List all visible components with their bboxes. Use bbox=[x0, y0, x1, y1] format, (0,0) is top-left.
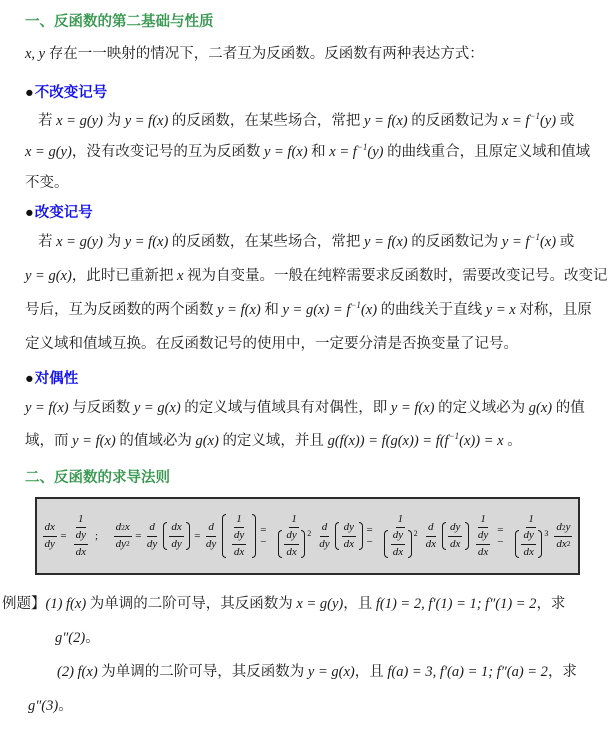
text-line: 不变。 bbox=[25, 175, 69, 191]
bullet-icon: ● bbox=[25, 205, 34, 221]
text-line: y = g(x)，此时已重新把 x 视为自变量。一般在纯粹需要求反函数时，需要改变记号。改变记 bbox=[25, 268, 608, 284]
paren-group bbox=[221, 513, 257, 559]
fraction: 1 dy dx 2 bbox=[274, 513, 314, 559]
fraction: d dy bbox=[319, 521, 330, 550]
fraction: $\frac{dx}{dy}$ bbox=[44, 521, 55, 550]
fraction: $\frac{d}{dy}$ bbox=[205, 521, 217, 550]
paren-group bbox=[334, 521, 363, 550]
paren-group bbox=[162, 521, 191, 550]
text-line: 若 x = g(y) 为 y = f(x) 的反函数，在某些场合，常把 y = f(x) 的反函数记为 $y = f^{-1}(x)$ 或 bbox=[38, 232, 575, 250]
fraction: 1 dy dx bbox=[477, 513, 489, 558]
fraction: dy dx bbox=[75, 529, 86, 558]
paragraph-change-notation bbox=[25, 225, 608, 361]
section2-heading: 二、反函数的求导法则 bbox=[25, 470, 170, 486]
text-line: x = g(y)，没有改变记号的互为反函数 y = f(x) 和 $x = f^{-1}(y)$ 的曲线重合，且原定义域和值域 bbox=[25, 142, 591, 160]
subheading-keep-notation bbox=[25, 83, 588, 104]
fraction: dy dx bbox=[477, 529, 489, 558]
paren-group: dy dx 2 bbox=[277, 529, 311, 558]
text-line: g″(3)。 bbox=[28, 698, 73, 714]
text-line: y = f(x) 与反函数 y = g(x) 的定义域与值域具有对偶性，即 y = f(x) 的定义域必为 g(x) 的值 bbox=[25, 400, 585, 416]
fraction: dx dy bbox=[171, 521, 182, 550]
bullet-icon: ● bbox=[25, 371, 34, 387]
paren-group bbox=[441, 521, 470, 550]
text-line: x, y 存在一一映射的情况下，二者互为反函数。反函数有两种表达方式： bbox=[25, 46, 484, 62]
subheading-duality bbox=[25, 369, 588, 390]
fraction: $\frac{d}{dy}$ bbox=[146, 521, 158, 550]
fraction: dy dx bbox=[392, 529, 404, 558]
fraction: dy dx bbox=[450, 521, 461, 550]
fraction: d 2 x dy 2 bbox=[115, 521, 130, 550]
fraction: dy dx bbox=[233, 529, 245, 558]
fraction: d 2 y dx 2 bbox=[556, 521, 571, 550]
text-line: (2) f(x) 为单调的二阶可导，其反函数为 y = g(x)，且 f(a) = 3, f′(a) = 1; f″(a) = 2，求 bbox=[57, 664, 577, 680]
paragraph-duality bbox=[25, 392, 588, 458]
text-line: 例题】(1) f(x) 为单调的二阶可导，其反函数为 x = g(y)，且 f(1) = 2, f′(1) = 1; f″(1) = 2，求 bbox=[2, 596, 566, 612]
section1-heading: 一、反函数的第二基础与性质 bbox=[25, 14, 214, 30]
subheading-change-notation-label: 改变记号 bbox=[34, 205, 93, 221]
text-line: 域，而 y = f(x) 的值域必为 g(x) 的定义域，并且 $g(f(x)) = f(g(x)) = f(f^{-1}(x)) = x$ 。 bbox=[25, 431, 522, 449]
paren-group: dy dx 2 bbox=[383, 529, 417, 558]
text-line: 定义域和值域互换。在反函数记号的使用中，一定要分清是否换变量了记号。 bbox=[25, 336, 518, 352]
bullet-icon: ● bbox=[25, 85, 34, 101]
text-line: 若 x = g(y) 为 y = f(x) 的反函数，在某些场合，常把 y = f(x) 的反函数记为 $x = f^{-1}(y)$ 或 bbox=[38, 111, 575, 129]
fraction: 1 dy dx bbox=[233, 513, 245, 558]
subheading-duality-label: 对偶性 bbox=[34, 371, 79, 387]
example-problems bbox=[2, 587, 588, 723]
intro-paragraph bbox=[25, 41, 588, 67]
fraction: 1 dy dx 2 bbox=[380, 513, 420, 559]
fraction: 1 dy dx 3 bbox=[511, 513, 551, 559]
derivative-formula-box bbox=[35, 497, 580, 575]
fraction: 1 dy dx bbox=[75, 513, 86, 558]
paragraph-keep-notation bbox=[25, 106, 591, 199]
text-line: 号后，互为反函数的两个函数 y = f(x) 和 $y = g(x) = f^{-1}(x)$ 的曲线关于直线 y = x 对称，且原 bbox=[25, 300, 592, 318]
fraction: d dx bbox=[425, 521, 436, 550]
fraction: dy dx bbox=[523, 529, 534, 558]
derivative-formula: $\frac{dx}{dy}$ = 1 dy dx ; d 2 x dy 2 = $\frac{d}{dy}$ dx dy = $\frac{d}{dy}$ 1 dy dx = − 1 dy dx 2 d dy dy dx = − 1 dy dx 2 d dx dy dx 1 dy dx = − 1 dy dx 3 d 2 y dx 2 bbox=[44, 513, 571, 558]
paren-group: dy dx 3 bbox=[514, 529, 548, 558]
subheading-change-notation bbox=[25, 203, 588, 224]
fraction: dy dx bbox=[343, 521, 355, 550]
subheading-keep-notation-label: 不改变记号 bbox=[34, 85, 108, 101]
fraction: dy dx bbox=[286, 529, 297, 558]
text-line: g″(2)。 bbox=[55, 630, 100, 646]
